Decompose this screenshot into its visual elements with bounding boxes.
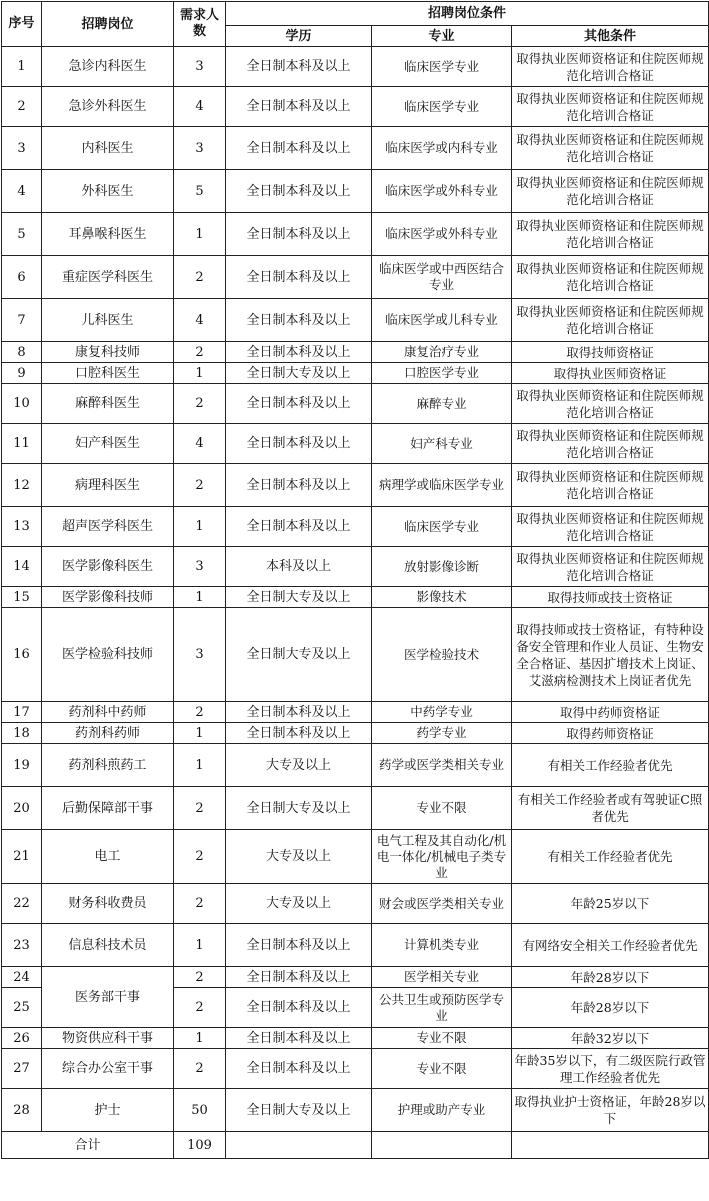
- cell-count: 3: [174, 608, 226, 702]
- table-row: [2, 723, 709, 744]
- cell-education: 全日制本科及以上: [226, 1028, 372, 1049]
- cell-education: 全日制本科及以上: [226, 1049, 372, 1089]
- cell-major: 临床医学或外科专业: [372, 213, 512, 256]
- cell-education: 大专及以上: [226, 830, 372, 884]
- cell-count: 2: [174, 256, 226, 299]
- header-position: 招聘岗位: [42, 2, 174, 47]
- cell-other: 取得执业医师资格证和住院医师规范化培训合格证: [512, 547, 709, 587]
- cell-position: 口腔科医生: [42, 363, 174, 384]
- cell-major: 临床医学专业: [372, 47, 512, 87]
- table-row: [2, 507, 709, 547]
- cell-other: 取得执业护士资格证，年龄28岁以下: [512, 1089, 709, 1132]
- cell-position: 医学影像科医生: [42, 547, 174, 587]
- recruitment-table: [1, 1, 709, 1159]
- cell-other: 有网络安全相关工作经验者优先: [512, 924, 709, 967]
- cell-seq: 19: [2, 744, 42, 787]
- cell-count: 2: [174, 342, 226, 363]
- cell-education: 全日制大专及以上: [226, 587, 372, 608]
- cell-major: 医学相关专业: [372, 967, 512, 988]
- cell-position: 麻醉科医生: [42, 384, 174, 424]
- cell-seq: 25: [2, 988, 42, 1028]
- cell-seq: 27: [2, 1049, 42, 1089]
- cell-major: 药学专业: [372, 723, 512, 744]
- table-row: [2, 787, 709, 830]
- table-row: [2, 587, 709, 608]
- table-row: [2, 464, 709, 507]
- cell-major: 临床医学专业: [372, 87, 512, 127]
- cell-seq: 23: [2, 924, 42, 967]
- table-row: [2, 299, 709, 342]
- cell-education: 全日制大专及以上: [226, 608, 372, 702]
- cell-education: 全日制本科及以上: [226, 967, 372, 988]
- cell-major: 专业不限: [372, 1049, 512, 1089]
- cell-position: 护士: [42, 1089, 174, 1132]
- cell-count: 2: [174, 988, 226, 1028]
- cell-major: 麻醉专业: [372, 384, 512, 424]
- cell-count: 2: [174, 464, 226, 507]
- cell-position: 医学检验科技师: [42, 608, 174, 702]
- cell-education: 全日制本科及以上: [226, 988, 372, 1028]
- cell-education: 全日制本科及以上: [226, 170, 372, 213]
- cell-count: 2: [174, 787, 226, 830]
- table-row: [2, 924, 709, 967]
- cell-major: 公共卫生或预防医学专业: [372, 988, 512, 1028]
- header-count: 需求人数: [174, 2, 226, 47]
- cell-position: 财务科收费员: [42, 884, 174, 924]
- total-count: 109: [174, 1132, 226, 1159]
- table-row: [2, 702, 709, 723]
- table-row: [2, 256, 709, 299]
- cell-other: 有相关工作经验者或有驾驶证C照者优先: [512, 787, 709, 830]
- cell-position: 药剂科药师: [42, 723, 174, 744]
- cell-position: 康复科技师: [42, 342, 174, 363]
- cell-education: 全日制本科及以上: [226, 464, 372, 507]
- cell-other: 取得执业医师资格证和住院医师规范化培训合格证: [512, 507, 709, 547]
- cell-seq: 4: [2, 170, 42, 213]
- cell-count: 2: [174, 702, 226, 723]
- cell-other: 取得执业医师资格证和住院医师规范化培训合格证: [512, 213, 709, 256]
- cell-seq: 17: [2, 702, 42, 723]
- table-row: [2, 967, 709, 988]
- table-row: [2, 1089, 709, 1132]
- cell-seq: 8: [2, 342, 42, 363]
- cell-major: 病理学或临床医学专业: [372, 464, 512, 507]
- cell-seq: 7: [2, 299, 42, 342]
- cell-other: 年龄32岁以下: [512, 1028, 709, 1049]
- cell-other: 有相关工作经验者优先: [512, 744, 709, 787]
- table-row: [2, 744, 709, 787]
- cell-count: 2: [174, 967, 226, 988]
- cell-position: 急诊内科医生: [42, 47, 174, 87]
- cell-position: 耳鼻喉科医生: [42, 213, 174, 256]
- total-label: 合计: [2, 1132, 174, 1159]
- cell-seq: 12: [2, 464, 42, 507]
- cell-position: 电工: [42, 830, 174, 884]
- table-row: [2, 213, 709, 256]
- table-row: [2, 47, 709, 87]
- cell-seq: 26: [2, 1028, 42, 1049]
- cell-major: 临床医学或内科专业: [372, 127, 512, 170]
- cell-major: 专业不限: [372, 1028, 512, 1049]
- cell-other: 年龄35岁以下，有二级医院行政管理工作经验者优先: [512, 1049, 709, 1089]
- total-row: [2, 1132, 709, 1159]
- cell-seq: 5: [2, 213, 42, 256]
- cell-other: 取得执业医师资格证: [512, 363, 709, 384]
- cell-position: 重症医学科医生: [42, 256, 174, 299]
- cell-position: 医学影像科技师: [42, 587, 174, 608]
- table-row: [2, 127, 709, 170]
- cell-seq: 28: [2, 1089, 42, 1132]
- cell-other: 年龄25岁以下: [512, 884, 709, 924]
- cell-major: 计算机类专业: [372, 924, 512, 967]
- cell-position: 综合办公室干事: [42, 1049, 174, 1089]
- cell-count: 2: [174, 830, 226, 884]
- table-row: [2, 424, 709, 464]
- cell-position: 药剂科煎药工: [42, 744, 174, 787]
- cell-other: 取得技师资格证: [512, 342, 709, 363]
- cell-position: 医务部干事: [42, 967, 174, 1028]
- cell-major: 护理或助产专业: [372, 1089, 512, 1132]
- cell-other: 有相关工作经验者优先: [512, 830, 709, 884]
- cell-major: 放射影像诊断: [372, 547, 512, 587]
- cell-seq: 9: [2, 363, 42, 384]
- header-conditions: 招聘岗位条件: [226, 2, 709, 26]
- cell-position: 药剂科中药师: [42, 702, 174, 723]
- table-row: [2, 547, 709, 587]
- cell-seq: 16: [2, 608, 42, 702]
- table-row: [2, 342, 709, 363]
- cell-seq: 18: [2, 723, 42, 744]
- cell-other: 取得执业医师资格证和住院医师规范化培训合格证: [512, 424, 709, 464]
- cell-other: 取得执业医师资格证和住院医师规范化培训合格证: [512, 464, 709, 507]
- cell-major: 中药学专业: [372, 702, 512, 723]
- cell-major: 专业不限: [372, 787, 512, 830]
- cell-major: 影像技术: [372, 587, 512, 608]
- cell-education: 全日制本科及以上: [226, 924, 372, 967]
- cell-count: 3: [174, 127, 226, 170]
- cell-education: 全日制本科及以上: [226, 299, 372, 342]
- cell-major: 临床医学或儿科专业: [372, 299, 512, 342]
- cell-education: 全日制本科及以上: [226, 47, 372, 87]
- cell-seq: 24: [2, 967, 42, 988]
- cell-education: 全日制本科及以上: [226, 702, 372, 723]
- cell-seq: 21: [2, 830, 42, 884]
- cell-seq: 22: [2, 884, 42, 924]
- cell-other: 取得药师资格证: [512, 723, 709, 744]
- cell-major: 财会或医学类相关专业: [372, 884, 512, 924]
- table-row: [2, 384, 709, 424]
- cell-major: 临床医学或中西医结合专业: [372, 256, 512, 299]
- cell-education: 全日制本科及以上: [226, 256, 372, 299]
- cell-count: 1: [174, 213, 226, 256]
- cell-seq: 2: [2, 87, 42, 127]
- cell-count: 1: [174, 363, 226, 384]
- table-row: [2, 884, 709, 924]
- table-row: [2, 87, 709, 127]
- cell-seq: 6: [2, 256, 42, 299]
- cell-count: 1: [174, 587, 226, 608]
- cell-other: 年龄28岁以下: [512, 967, 709, 988]
- cell-other: 取得执业医师资格证和住院医师规范化培训合格证: [512, 384, 709, 424]
- cell-major: 临床医学专业: [372, 507, 512, 547]
- cell-education: 全日制本科及以上: [226, 424, 372, 464]
- cell-seq: 13: [2, 507, 42, 547]
- table-row: [2, 1049, 709, 1089]
- table-row: [2, 1028, 709, 1049]
- header-major: 专业: [372, 26, 512, 47]
- cell-count: 2: [174, 884, 226, 924]
- cell-seq: 20: [2, 787, 42, 830]
- cell-position: 信息科技术员: [42, 924, 174, 967]
- cell-count: 1: [174, 507, 226, 547]
- cell-other: 取得技师或技士资格证，有特种设备安全管理和作业人员证、生物安全合格证、基因扩增技术上岗证、艾滋病检测技术上岗证者优先: [512, 608, 709, 702]
- cell-major: 临床医学或外科专业: [372, 170, 512, 213]
- table-row: [2, 608, 709, 702]
- cell-education: 全日制大专及以上: [226, 363, 372, 384]
- cell-position: 妇产科医生: [42, 424, 174, 464]
- cell-education: 全日制本科及以上: [226, 213, 372, 256]
- table-body: [2, 47, 709, 1159]
- cell-other: 取得执业医师资格证和住院医师规范化培训合格证: [512, 47, 709, 87]
- cell-major: 康复治疗专业: [372, 342, 512, 363]
- cell-count: 2: [174, 1049, 226, 1089]
- cell-education: 全日制本科及以上: [226, 342, 372, 363]
- table-row: [2, 170, 709, 213]
- header-seq: 序号: [2, 2, 42, 47]
- cell-education: 全日制本科及以上: [226, 87, 372, 127]
- cell-position: 病理科医生: [42, 464, 174, 507]
- cell-seq: 10: [2, 384, 42, 424]
- cell-education: 大专及以上: [226, 884, 372, 924]
- table-row: [2, 363, 709, 384]
- cell-other: 取得执业医师资格证和住院医师规范化培训合格证: [512, 299, 709, 342]
- cell-count: 1: [174, 723, 226, 744]
- cell-position: 超声医学科医生: [42, 507, 174, 547]
- total-empty-cell: [226, 1132, 372, 1159]
- cell-major: 电气工程及其自动化/机电一体化/机械电子类专业: [372, 830, 512, 884]
- cell-major: 医学检验技术: [372, 608, 512, 702]
- cell-count: 1: [174, 744, 226, 787]
- cell-seq: 1: [2, 47, 42, 87]
- header-row-1: [2, 2, 709, 26]
- cell-position: 后勤保障部干事: [42, 787, 174, 830]
- cell-other: 取得中药师资格证: [512, 702, 709, 723]
- cell-other: 年龄28岁以下: [512, 988, 709, 1028]
- cell-education: 大专及以上: [226, 744, 372, 787]
- cell-count: 3: [174, 547, 226, 587]
- cell-seq: 3: [2, 127, 42, 170]
- cell-count: 1: [174, 1028, 226, 1049]
- cell-position: 儿科医生: [42, 299, 174, 342]
- cell-major: 妇产科专业: [372, 424, 512, 464]
- cell-position: 急诊外科医生: [42, 87, 174, 127]
- cell-education: 本科及以上: [226, 547, 372, 587]
- cell-position: 外科医生: [42, 170, 174, 213]
- cell-count: 4: [174, 299, 226, 342]
- cell-count: 50: [174, 1089, 226, 1132]
- cell-education: 全日制本科及以上: [226, 723, 372, 744]
- cell-count: 4: [174, 424, 226, 464]
- cell-count: 2: [174, 384, 226, 424]
- cell-other: 取得技师或技士资格证: [512, 587, 709, 608]
- cell-count: 4: [174, 87, 226, 127]
- cell-other: 取得执业医师资格证和住院医师规范化培训合格证: [512, 170, 709, 213]
- cell-education: 全日制本科及以上: [226, 127, 372, 170]
- cell-seq: 11: [2, 424, 42, 464]
- total-empty-cell: [512, 1132, 709, 1159]
- total-empty-cell: [372, 1132, 512, 1159]
- cell-count: 5: [174, 170, 226, 213]
- cell-major: 口腔医学专业: [372, 363, 512, 384]
- cell-position: 内科医生: [42, 127, 174, 170]
- header-education: 学历: [226, 26, 372, 47]
- cell-other: 取得执业医师资格证和住院医师规范化培训合格证: [512, 87, 709, 127]
- cell-education: 全日制本科及以上: [226, 507, 372, 547]
- cell-other: 取得执业医师资格证和住院医师规范化培训合格证: [512, 127, 709, 170]
- cell-seq: 14: [2, 547, 42, 587]
- cell-major: 药学或医学类相关专业: [372, 744, 512, 787]
- table-row: [2, 830, 709, 884]
- cell-education: 全日制大专及以上: [226, 787, 372, 830]
- cell-count: 1: [174, 924, 226, 967]
- header-other: 其他条件: [512, 26, 709, 47]
- cell-count: 3: [174, 47, 226, 87]
- cell-education: 全日制本科及以上: [226, 384, 372, 424]
- cell-education: 全日制大专及以上: [226, 1089, 372, 1132]
- cell-position: 物资供应科干事: [42, 1028, 174, 1049]
- cell-other: 取得执业医师资格证和住院医师规范化培训合格证: [512, 256, 709, 299]
- cell-seq: 15: [2, 587, 42, 608]
